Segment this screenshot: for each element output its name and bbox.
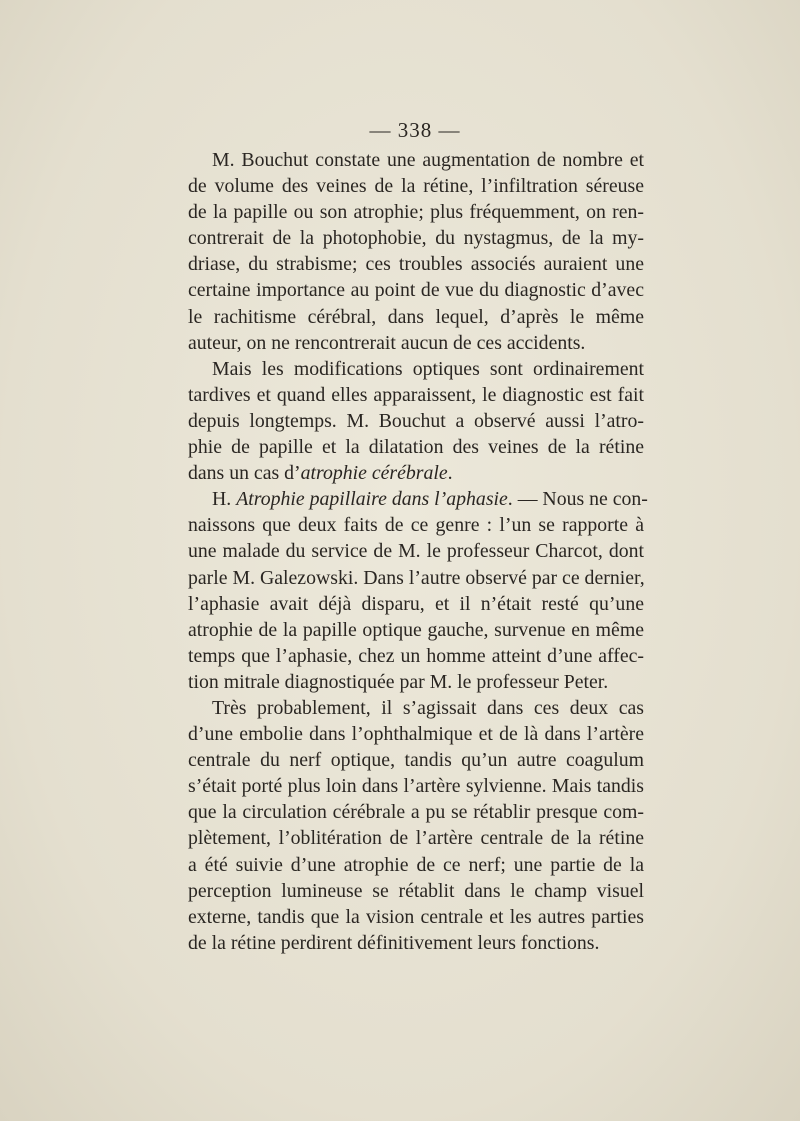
text-line: certaine importance au point de vue du diagnostic d’avec	[188, 279, 644, 302]
text-line: plètement, l’oblitération de l’artère centrale de la rétine	[188, 827, 644, 850]
text-line: tion mitrale diagnostiquée par M. le professeur Peter.	[188, 670, 609, 693]
text-line: Mais les modifications optiques sont ordinairement	[212, 357, 644, 380]
paragraph	[188, 695, 644, 956]
text-line: d’une embolie dans l’ophthalmique et de là dans l’artère	[188, 723, 644, 746]
text-line: contrerait de la photophobie, du nystagmus, de la my-	[188, 227, 644, 250]
text-line: que la circulation cérébrale a pu se rétablir presque com-	[188, 801, 644, 824]
text-line: externe, tandis que la vision centrale et les autres parties	[188, 905, 644, 928]
text-line: naissons que deux faits de ce genre : l’un se rapporte à	[188, 514, 644, 537]
section-letter: H.	[212, 488, 237, 511]
body-text	[188, 147, 648, 956]
text-run: .	[447, 462, 453, 485]
text-line: de la papille ou son atrophie; plus fréquemment, on ren-	[188, 201, 644, 224]
section-heading-line	[188, 486, 648, 512]
text-line: Très probablement, il s’agissait dans ces deux cas	[212, 696, 644, 719]
text-line: tardives et quand elles apparaissent, le diagnostic est fait	[188, 383, 644, 406]
text-line: atrophie de la papille optique gauche, survenue en même	[188, 618, 644, 641]
text-line: driase, du strabisme; ces troubles associés auraient une	[188, 253, 644, 276]
italic-term: atrophie cérébrale	[300, 462, 448, 485]
text-line: M. Bouchut constate une augmentation de nombre et	[212, 149, 644, 171]
text-line	[188, 460, 644, 486]
text-line: l’aphasie avait déjà disparu, et il n’était resté qu’une	[188, 592, 644, 615]
paragraph	[188, 147, 644, 356]
text-line: une malade du service de M. le professeur Charcot, dont	[188, 540, 644, 563]
text-run: . — Nous ne con-	[507, 488, 648, 511]
text-line: centrale du nerf optique, tandis qu’un autre coagulum	[188, 749, 644, 772]
paragraph	[188, 356, 644, 486]
page-number: — 338 —	[369, 118, 461, 142]
text-line: de volume des veines de la rétine, l’infiltration séreuse	[188, 175, 644, 198]
text-line: s’était porté plus loin dans l’artère sylvienne. Mais tandis	[188, 775, 644, 798]
text-run: dans un cas d’	[188, 462, 301, 485]
text-line: a été suivie d’une atrophie de ce nerf; une partie de la	[188, 853, 644, 876]
text-line: depuis longtemps. M. Bouchut a observé aussi l’atro-	[188, 409, 644, 432]
text-line: parle M. Galezowski. Dans l’autre observé par ce dernier,	[188, 566, 645, 589]
section-title: Atrophie papillaire dans l’aphasie	[236, 488, 508, 511]
text-line: le rachitisme cérébral, dans lequel, d’après le même	[188, 305, 644, 328]
paragraph	[188, 486, 648, 695]
text-line: auteur, on ne rencontrerait aucun de ces accidents.	[188, 331, 586, 354]
text-line: perception lumineuse se rétablit dans le champ visuel	[188, 879, 644, 902]
text-line: de la rétine perdirent définitivement leurs fonctions.	[188, 931, 600, 954]
text-line: phie de papille et la dilatation des veines de la rétine	[188, 436, 644, 459]
text-line: temps que l’aphasie, chez un homme atteint d’une affec-	[188, 644, 644, 667]
